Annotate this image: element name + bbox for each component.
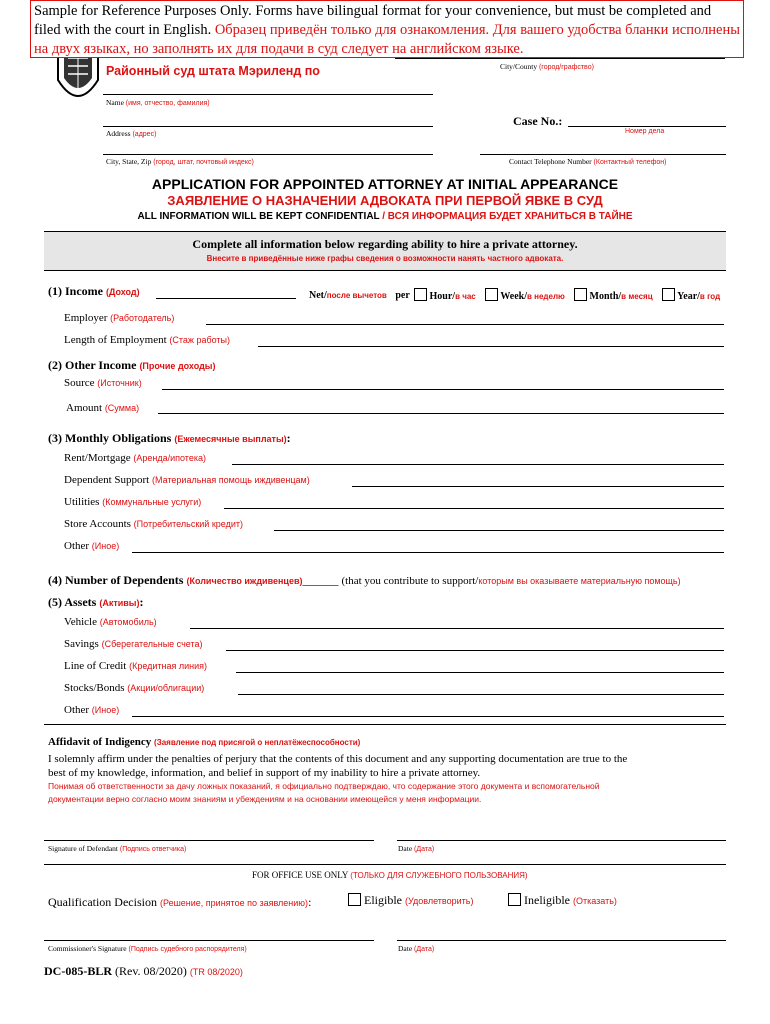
dependents-blank[interactable]: ______	[302, 573, 339, 587]
case-no-ru: Номер дела	[625, 128, 665, 135]
office-divider	[44, 864, 726, 865]
savings-label: Savings (Сберегательные счета)	[64, 638, 203, 650]
instructions-banner	[44, 231, 726, 271]
defendant-date-label: Date (Дата)	[398, 844, 435, 853]
assets-label: (5) Assets (Активы):	[48, 595, 144, 609]
notice-en: Sample for Reference Purposes Only. Forms have bilingual format for your convenience, but must be completed and filed with the court in English.	[34, 3, 712, 38]
case-no-label: Case No.:	[513, 114, 563, 128]
obligations-other-line[interactable]	[132, 552, 724, 553]
name-line[interactable]	[103, 94, 433, 95]
income-amount-line[interactable]	[156, 298, 296, 299]
defendant-date-line[interactable]	[397, 840, 726, 841]
month-option[interactable]: Month/в месяц	[574, 288, 653, 302]
notice-ru: Образец приведён только для ознакомления. Для вашего удобства бланки исполнены на двух языках, но заполнять их для подачи в суд следует на английском языке.	[34, 22, 740, 57]
savings-line[interactable]	[226, 650, 724, 651]
income-label: (1) Income (Доход)	[48, 284, 140, 298]
qualification-decision-label: Qualification Decision (Решение, принятое по заявлению):	[48, 895, 312, 909]
ineligible-option[interactable]: Ineligible (Отказать)	[508, 893, 617, 908]
month-checkbox[interactable]	[574, 288, 587, 301]
rent-label: Rent/Mortgage (Аренда/ипотека)	[64, 452, 206, 464]
address-line[interactable]	[103, 126, 433, 127]
stocks-bonds-line[interactable]	[238, 694, 724, 695]
city-state-zip-line[interactable]	[103, 154, 433, 155]
court-name: Районный суд штата Мэриленд по	[106, 64, 320, 78]
commissioner-date-line[interactable]	[397, 940, 726, 941]
hour-option[interactable]: Hour/в час	[414, 288, 476, 302]
commissioner-signature-line[interactable]	[44, 940, 374, 941]
name-label: Name (имя, отчество, фамилия)	[106, 98, 210, 107]
vehicle-label: Vehicle (Автомобиль)	[64, 616, 157, 628]
eligible-checkbox[interactable]	[348, 893, 361, 906]
phone-label: Contact Telephone Number (Контактный телефон)	[509, 157, 667, 166]
amount-line[interactable]	[158, 413, 724, 414]
utilities-line[interactable]	[224, 508, 724, 509]
defendant-signature-label: Signature of Defendant (Подпись ответчика)	[48, 844, 187, 853]
city-county-label: City/County (город/графство)	[500, 62, 594, 71]
assets-other-label: Other (Иное)	[64, 704, 120, 716]
store-accounts-line[interactable]	[274, 530, 724, 531]
commissioner-date-label: Date (Дата)	[398, 944, 435, 953]
other-income-label: (2) Other Income (Прочие доходы)	[48, 358, 216, 372]
form-title: APPLICATION FOR APPOINTED ATTORNEY AT INITIAL APPEARANCE	[151, 176, 619, 192]
phone-line[interactable]	[480, 154, 726, 155]
eligible-option[interactable]: Eligible (Удовлетворить)	[348, 893, 473, 908]
employment-length-line[interactable]	[258, 346, 724, 347]
hour-checkbox[interactable]	[414, 288, 427, 301]
assets-other-line[interactable]	[132, 716, 724, 717]
source-line[interactable]	[162, 389, 724, 390]
confidential-note: ALL INFORMATION WILL BE KEPT CONFIDENTIAL / ВСЯ ИНФОРМАЦИЯ БУДЕТ ХРАНИТЬСЯ В ТАЙНЕ	[137, 211, 633, 222]
store-accounts-label: Store Accounts (Потребительский кредит)	[64, 518, 243, 530]
banner-ru: Внесите в приведённые ниже графы сведения о возможности нанять частного адвоката.	[206, 254, 564, 263]
commissioner-signature-label: Commissioner's Signature (Подпись судебного распорядителя)	[48, 944, 247, 953]
line-of-credit-line[interactable]	[236, 672, 724, 673]
form-title-ru: ЗАЯВЛЕНИЕ О НАЗНАЧЕНИИ АДВОКАТА ПРИ ПЕРВОЙ ЯВКЕ В СУД	[167, 193, 603, 208]
employment-length-label: Length of Employment (Стаж работы)	[64, 334, 231, 346]
defendant-signature-line[interactable]	[44, 840, 374, 841]
ineligible-checkbox[interactable]	[508, 893, 521, 906]
banner-en: Complete all information below regarding ability to hire a private attorney.	[192, 237, 578, 251]
employer-line[interactable]	[206, 324, 724, 325]
office-use-label: FOR OFFICE USE ONLY (ТОЛЬКО ДЛЯ СЛУЖЕБНОГО ПОЛЬЗОВАНИЯ)	[252, 870, 528, 880]
utilities-label: Utilities (Коммунальные услуги)	[64, 496, 202, 508]
rent-line[interactable]	[232, 464, 724, 465]
year-option[interactable]: Year/в год	[662, 288, 720, 302]
city-state-zip-label: City, State, Zip (город, штат, почтовый индекс)	[106, 157, 254, 166]
affidavit-title: Affidavit of Indigency (Заявление под присягой о неплатёжеспособности)	[48, 736, 361, 748]
affidavit-body: I solemnly affirm under the penalties of perjury that the contents of this document and any supporting documentation are true to the best of my knowledge, information, and belief in support of my inability to hire a private attorney. Понимая об ответственности за дачу ложных показаний, я официально подтверждаю, что содержание этого документа и вспомогательной документации верно согласно моим знаниям и убеждениям и на основании имеющейся у меня информации.	[48, 753, 628, 804]
income-net-label: Net/после вычетов per	[309, 290, 410, 301]
year-checkbox[interactable]	[662, 288, 675, 301]
monthly-obligations-label: (3) Monthly Obligations (Ежемесячные выплаты):	[48, 431, 291, 445]
address-label: Address (адрес)	[106, 129, 157, 138]
obligations-other-label: Other (Иное)	[64, 540, 120, 552]
dependents-label: (4) Number of Dependents (Количество иждивенцев)______ (that you contribute to support/которым вы оказываете материальную помощь)	[48, 573, 681, 587]
week-option[interactable]: Week/в неделю	[485, 288, 565, 302]
vehicle-line[interactable]	[190, 628, 724, 629]
source-label: Source (Источник)	[64, 377, 142, 389]
dependent-support-label: Dependent Support (Материальная помощь иждивенцам)	[64, 474, 310, 486]
employer-label: Employer (Работодатель)	[64, 312, 175, 324]
week-checkbox[interactable]	[485, 288, 498, 301]
notice-box	[30, 0, 744, 58]
case-no-line[interactable]	[568, 126, 726, 127]
stocks-bonds-label: Stocks/Bonds (Акции/облигации)	[64, 682, 205, 694]
form-code: DC-085-BLR (Rev. 08/2020) (TR 08/2020)	[44, 964, 243, 978]
affidavit-divider	[44, 724, 726, 725]
amount-label: Amount (Сумма)	[66, 402, 140, 414]
dependent-support-line[interactable]	[352, 486, 724, 487]
line-of-credit-label: Line of Credit (Кредитная линия)	[64, 660, 208, 672]
